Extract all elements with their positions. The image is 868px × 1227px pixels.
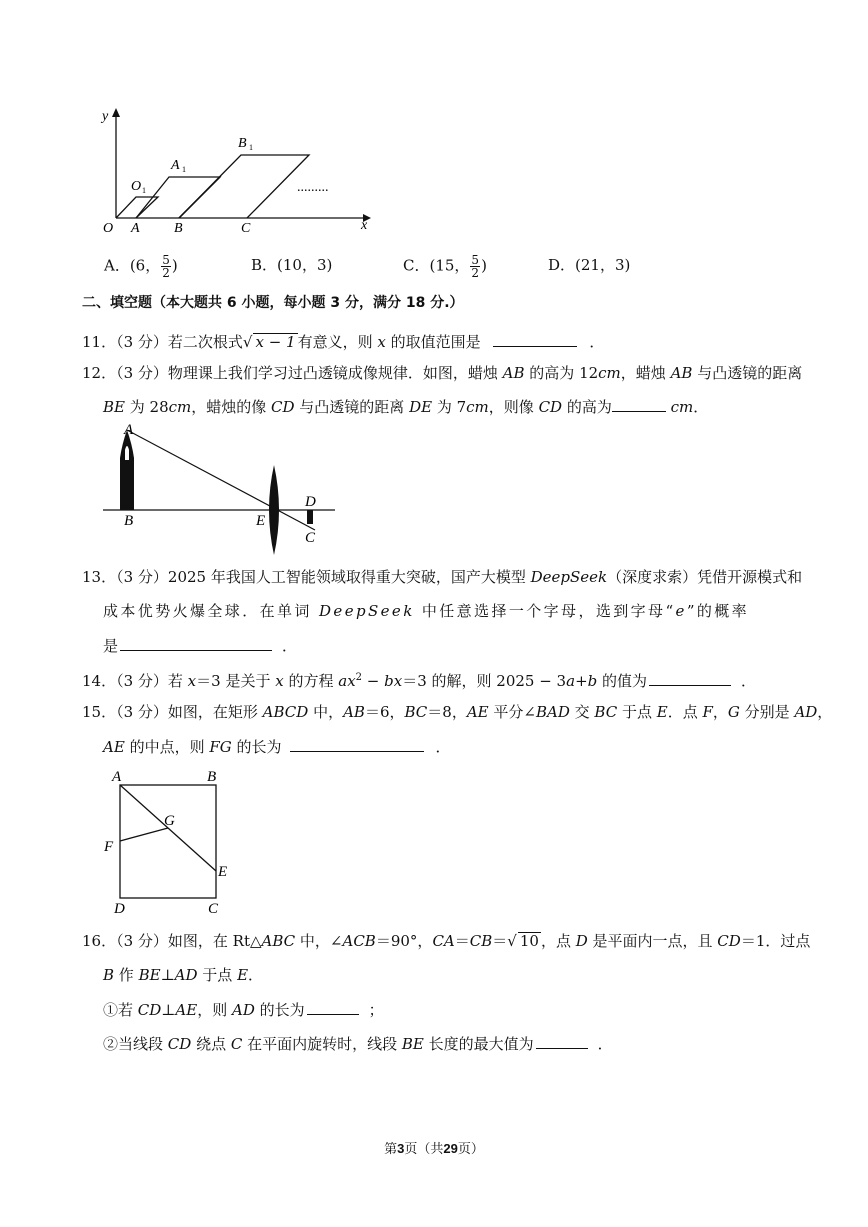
answer-blank-15[interactable] (290, 735, 424, 752)
coordinate-parallelogram-figure (95, 105, 385, 237)
label-B: B (124, 513, 134, 529)
question-16-part-1: ①若 CD⊥AE，则 AD 的长为 ； (103, 998, 384, 1021)
question-16-part-2: ②当线段 CD 绕点 C 在平面内旋转时，线段 BE 长度的最大值为 ． (103, 1032, 613, 1055)
answer-blank-13[interactable] (120, 634, 272, 651)
label-A: A (112, 769, 122, 785)
question-13-line-2: 成本优势火爆全球．在单词 DeepSeek 中任意选择一个字母，选到字母“e”的概率 (103, 602, 750, 620)
label-B1-sub: 1 (249, 143, 253, 152)
answer-blank-12[interactable] (612, 395, 666, 412)
answer-blank-11[interactable] (493, 330, 577, 347)
label-D: D (305, 494, 316, 510)
question-14: 14．（3 分）若 x＝3 是关于 x 的方程 $ax^2 - bx=3$ 的解，则 2025 − 3a+b 的值为 ． (82, 667, 756, 692)
lens-candle-figure (100, 420, 340, 560)
label-A: A (131, 221, 140, 236)
option-d: D．(21，3) (548, 256, 631, 274)
label-O: O (103, 221, 114, 236)
label-O1: O (131, 179, 142, 194)
label-B: B (174, 221, 183, 236)
option-c: C．(15， $\frac{5}{2}$ ) (403, 253, 487, 280)
question-13-line-3: 是 ． (103, 634, 297, 657)
question-12-line-2: BE 为 28cm，蜡烛的像 CD 与凸透镜的距离 DE 为 7cm，则像 CD 的高为 cm． (103, 395, 708, 418)
label-G: G (164, 813, 175, 829)
rectangle-figure (100, 765, 240, 925)
label-F: F (104, 839, 114, 855)
label-A: A (124, 422, 134, 438)
label-B1: B (238, 136, 247, 151)
label-C: C (305, 530, 316, 546)
label-E: E (256, 513, 266, 529)
question-13-line-1: 13．（3 分）2025 年我国人工智能领域取得重大突破，国产大模型 DeepSeek（深度求索）凭借开源模式和 (82, 568, 803, 586)
axis-x-label: x (361, 218, 368, 233)
axis-y-label: y (102, 109, 109, 124)
label-C: C (208, 901, 219, 917)
label-A1: A (171, 158, 180, 173)
section-heading: 二、填空题（本大题共 6 小题，每小题 3 分，满分 18 分.） (82, 295, 464, 311)
question-15-line-2: AE 的中点，则 FG 的长为 ． (103, 735, 451, 758)
option-a: A．(6， $\frac{5}{2}$ ) (104, 253, 178, 280)
page-footer: 第3页（共29页） (384, 1141, 484, 1157)
question-11: 11．（3 分）若二次根式√ x − 1 有意义，则 x 的取值范围是 ． (82, 330, 604, 353)
answer-blank-16-1[interactable] (307, 998, 359, 1015)
question-16-line-1: 16．（3 分）如图，在 Rt△ABC 中，∠ACB＝90°，CA＝CB＝√ 10 ，点 D 是平面内一点，且 CD＝1．过点 (82, 932, 811, 950)
answer-blank-14[interactable] (649, 669, 731, 686)
continuation-dots: ......... (297, 180, 329, 195)
label-C: C (241, 221, 251, 236)
label-B: B (207, 769, 217, 785)
label-A1-sub: 1 (182, 165, 186, 174)
label-O1-sub: 1 (142, 186, 146, 195)
option-b: B．(10，3) (251, 256, 333, 274)
label-E: E (218, 864, 228, 880)
question-16-line-2: B 作 BE⊥AD 于点 E． (103, 966, 264, 984)
answer-blank-16-2[interactable] (536, 1032, 588, 1049)
question-15-line-1: 15．（3 分）如图，在矩形 ABCD 中，AB＝6，BC＝8，AE 平分∠BAD 交 BC 于点 E．点 F，G 分别是 AD， (82, 703, 833, 721)
label-D: D (114, 901, 125, 917)
question-12-line-1: 12．（3 分）物理课上我们学习过凸透镜成像规律．如图，蜡烛 AB 的高为 12cm，蜡烛 AB 与凸透镜的距离 (82, 364, 803, 382)
